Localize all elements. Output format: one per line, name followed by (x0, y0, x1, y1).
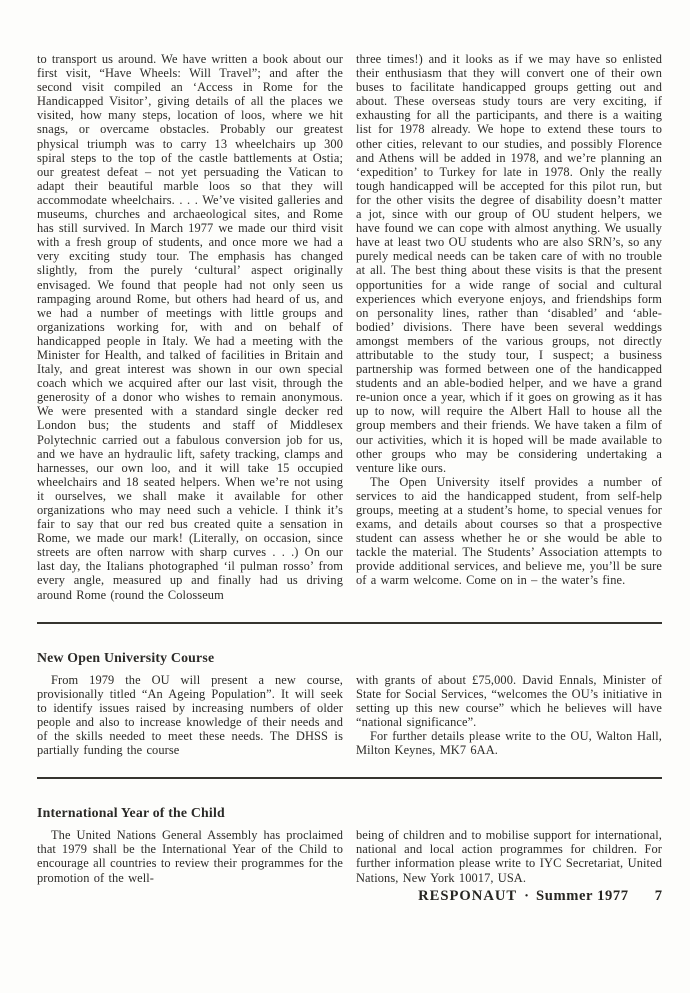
article-columns (37, 52, 662, 602)
page-number: 7 (654, 887, 662, 904)
new-ou-course-left-text: From 1979 the OU will present a new course, provisionally titled “An Ageing Population”. It will seek to identify issues raised by increasing numbers of older people and also to increase knowledge of their needs and of the skills needed to meet these needs. The DHSS is partially funding the course (37, 672, 343, 758)
new-ou-course-right-column (356, 673, 662, 758)
new-ou-course-right-text: with grants of about £75,000. David Ennals, Minister of State for Social Services, “welcomes the OU’s initiative in setting up this new course” which he believes will have “national significance”. (356, 672, 662, 729)
article-right-text: three times!) and it looks as if we may have so enlisted their enthusiasm that they will convert one of their own buses to facilitate handicapped groups getting out and about. These overseas study tours are very exciting, if exhausting for all the participants, and there is a waiting list for 1978 already. We hope to extend these tours to other cities, relevant to our studies, and possibly Florence and Athens will be added in 1978, and we’re planning an ‘expedition’ to Turkey for late in 1978. Only the really tough handicapped will be accepted for this pilot run, but for the other visits the degree of disability doesn’t matter a jot, since with our group of OU student helpers, we have found we can cope with almost anything. We usually have at least two OU students who are also SRN’s, so any purely medical needs can be taken care of with no trouble at all. The best thing about these visits is that the present opportunities for a wide range of social and cultural experiences which everyone enjoys, and friendships form on personality lines, rather than ‘disabled’ and ‘able-bodied’ divisions. There have been several weddings amongst members of the various groups, not directly attributable to the study tour, I suspect; a business partnership was formed between one of the handicapped students and an able-bodied helper, and we have a grand re-union once a year, which if it goes on growing as it has up to now, will require the Albert Hall to house all the group members and their friends. We have taken a film of our activities, which it is hoped will be made available to other groups who may be considering undertaking a venture like ours. (356, 52, 662, 475)
journal-title: RESPONAUT (418, 887, 518, 904)
issue-label: Summer 1977 (536, 887, 629, 904)
article-right-text-paragraph-2: The Open University itself provides a number of services to aid the handicapped student, from self-help groups, meeting at a student’s home, to special venues for exams, and details about courses so that a prospective student can assess whether he or she would be able to tackle the material. The Students’ Association attempts to provide additional services, and believe me, you’ll be sure of a warm welcome. Come on in – the water’s fine. (356, 474, 662, 588)
year-of-the-child-left-column (37, 828, 343, 884)
article-left-column (37, 52, 343, 602)
footer-separator-dot: · (524, 887, 530, 904)
page-footer (37, 887, 662, 905)
section-heading-new-ou-course: New Open University Course (37, 649, 215, 665)
section-divider-rule-2 (37, 777, 662, 779)
new-ou-course-left-column (37, 673, 343, 758)
section-new-ou-course (37, 649, 662, 758)
section-year-of-the-child (37, 804, 662, 884)
year-of-the-child-right-text: being of children and to mobilise support for international, national and local action programmes for children. For further information please write to IYC Secretariat, United Nations, New York 10017, USA. (356, 828, 662, 885)
section-divider-rule (37, 622, 662, 624)
year-of-the-child-right-column (356, 828, 662, 884)
new-ou-course-columns (37, 673, 662, 758)
article-continuation (37, 52, 662, 602)
year-of-the-child-columns (37, 828, 662, 884)
article-left-text: to transport us around. We have written a book about our first visit, “Have Wheels: Will Travel”; and after the second visit compiled an ‘Access in Rome for the Handicapped Visitor’, giving details of all the places we visited, how many steps, location of loos, where we hit snags, or overcame obstacles. Probably our greatest physical triumph was to carry 13 wheelchairs up 300 spiral steps to the top of the castle battlements at Ostia; our greatest defeat – not yet persuading the Vatican to adapt their beautiful marble loos so that they will accommodate wheelchairs. . . . We’ve visited galleries and museums, churches and archaeological sites, and Rome has still survived. In March 1977 we made our third visit with a fresh group of students, and once more we had a very exciting study tour. The emphasis has changed slightly, from the purely ‘cultural’ aspect originally envisaged. We found that people had not only seen us rampaging around Rome, but others had heard of us, and we had a number of meetings with little groups and organizations working for, with and on behalf of handicapped people in Italy. We had a meeting with the Minister for Health, and talked of facilities in Britain and Italy, and great interest was shown in our own special coach which we acquired after our last visit, through the generosity of a donor who wishes to remain anonymous. We were presented with a standard single decker red London bus; the students and staff of Middlesex Polytechnic carried out a fabulous conversion job for us, and we have an hydraulic lift, safety tracking, clamps and harnesses, our own loo, and it will take 15 occupied wheelchairs and 18 seated helpers. When we’re not using it ourselves, we shall make it available for other organizations who may need such a vehicle. I think it’s fair to say that our red bus created quite a sensation in Rome, we made our mark! (Literally, on occasion, since streets are often narrow with sharp curves . . .) On our last day, the Italians photographed ‘il pulman rosso’ from every angle, measured up and finally had us driving around Rome (round the Colosseum (37, 52, 343, 602)
section-heading-year-of-the-child: International Year of the Child (37, 805, 225, 821)
article-right-column (356, 52, 662, 602)
year-of-the-child-left-text: The United Nations General Assembly has proclaimed that 1979 shall be the International Year of the Child to encourage all countries to review their programmes for the promotion of the well- (37, 828, 343, 885)
new-ou-course-contact-text: For further details please write to the OU, Walton Hall, Milton Keynes, MK7 6AA. (356, 729, 662, 758)
